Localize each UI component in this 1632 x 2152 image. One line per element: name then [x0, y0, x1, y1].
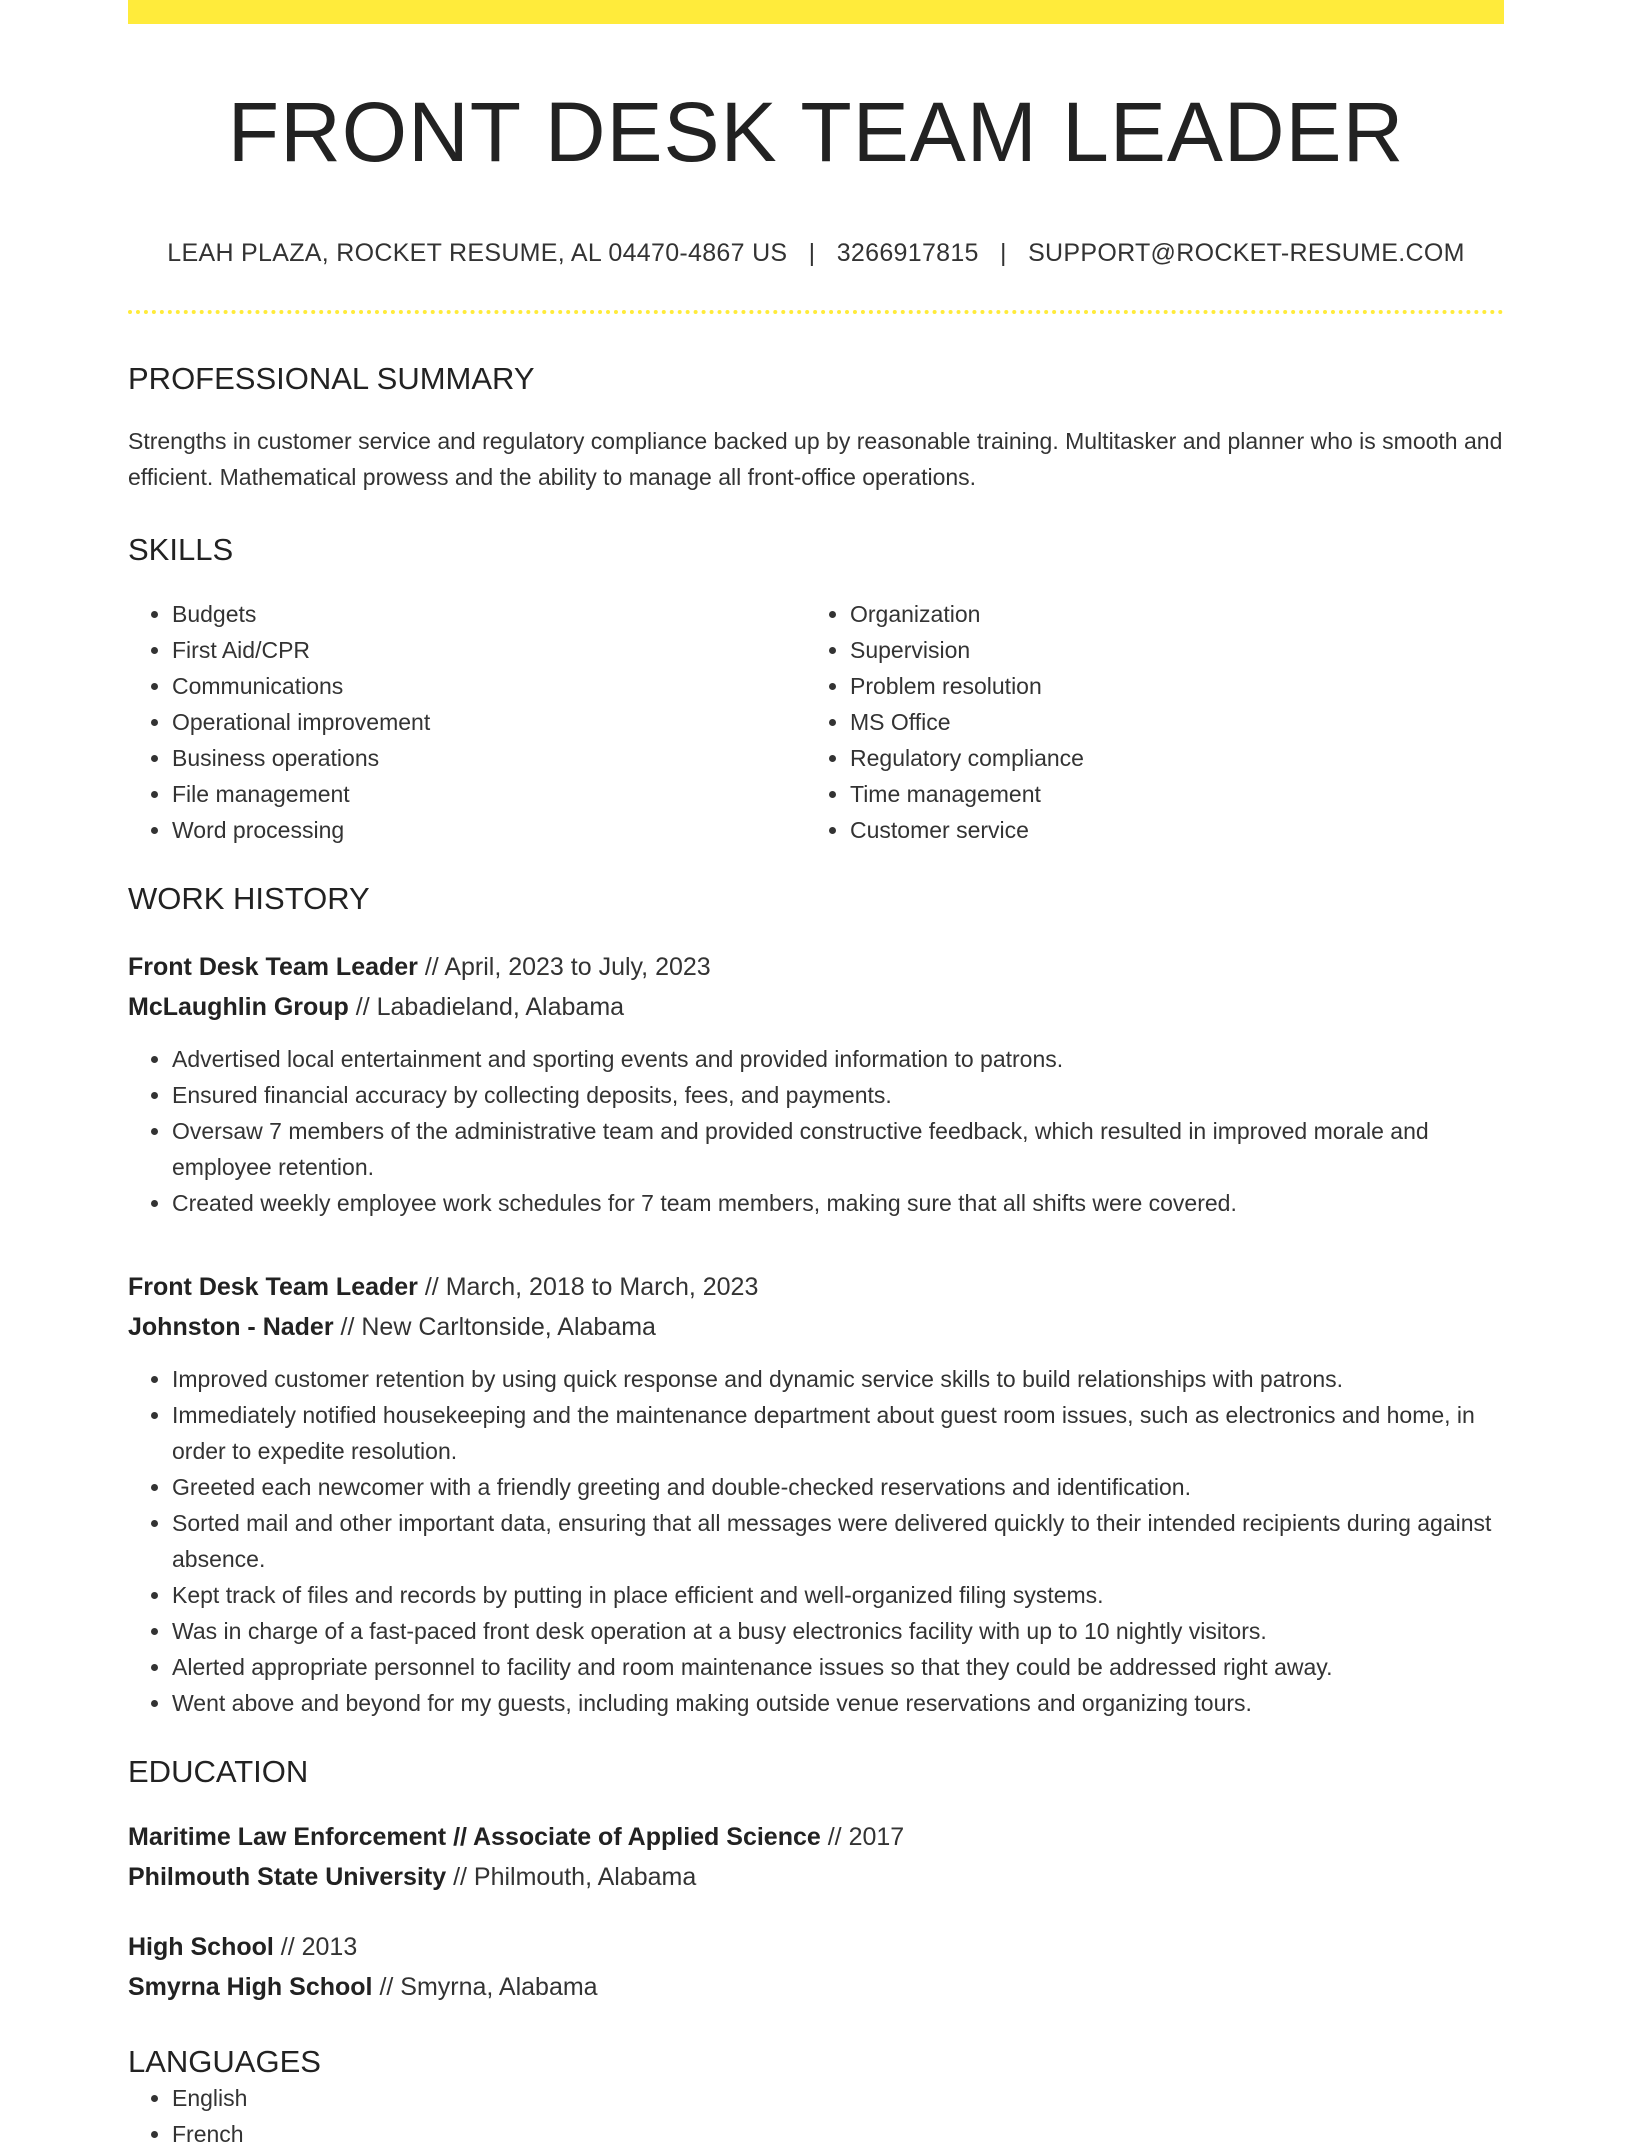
header-divider	[128, 310, 1504, 314]
page-title: FRONT DESK TEAM LEADER	[227, 85, 1405, 179]
education-school: Philmouth State University	[128, 1862, 447, 1891]
education-year: // 2017	[827, 1822, 905, 1851]
education-degree-line	[128, 1927, 1504, 1967]
skill-item: • Budgets	[172, 596, 806, 632]
skill-item: • File management	[172, 776, 806, 812]
skill-item: • Regulatory compliance	[850, 740, 1484, 776]
job-company: Johnston - Nader	[128, 1313, 334, 1342]
job-bullet: • Kept track of files and records by putting in place efficient and well-organized filing systems.	[172, 1577, 1504, 1613]
job-bullet: • Greeted each newcomer with a friendly greeting and double-checked reservations and identification.	[172, 1469, 1504, 1505]
skills-grid	[128, 596, 1504, 848]
summary-heading: PROFESSIONAL SUMMARY	[128, 360, 535, 396]
contact-phone: 3266917815	[836, 238, 979, 267]
education-degree-line	[128, 1817, 1504, 1857]
job-bullet: • Alerted appropriate personnel to facility and room maintenance issues so that they could be addressed right away.	[172, 1649, 1504, 1685]
job-bullets	[128, 1361, 1504, 1721]
education-degree: High School	[128, 1932, 274, 1961]
education-location: // Philmouth, Alabama	[453, 1862, 697, 1891]
job-dates: // April, 2023 to July, 2023	[424, 953, 711, 982]
summary-text: Strengths in customer service and regulatory compliance backed up by reasonable training. Multitasker and planner who is smooth and efficient. Mathematical prowess and the ability to manage all front-office operations.	[128, 427, 1503, 490]
job-title-line	[128, 1267, 1504, 1307]
job-bullet: • Created weekly employee work schedules for 7 team members, making sure that all shifts were covered.	[172, 1185, 1504, 1221]
skill-item: • MS Office	[850, 704, 1484, 740]
skills-column-left	[128, 596, 806, 848]
job-bullet: • Advertised local entertainment and sporting events and provided information to patrons.	[172, 1041, 1504, 1077]
education-school: Smyrna High School	[128, 1972, 373, 2001]
education-entry	[128, 1817, 1504, 1897]
job-company-line	[128, 1307, 1504, 1347]
skill-item: • Business operations	[172, 740, 806, 776]
contact-email: SUPPORT@ROCKET-RESUME.COM	[1028, 238, 1465, 267]
job-location: // Labadieland, Alabama	[355, 993, 625, 1022]
job-bullet: • Improved customer retention by using quick response and dynamic service skills to build relationships with patrons.	[172, 1361, 1504, 1397]
education-year: // 2013	[280, 1932, 358, 1961]
education-heading: EDUCATION	[128, 1754, 309, 1790]
skill-item: • First Aid/CPR	[172, 632, 806, 668]
skills-list-left	[128, 596, 806, 848]
job-title-line	[128, 947, 1504, 987]
job-bullet: • Oversaw 7 members of the administrative team and provided constructive feedback, which resulted in improved morale and employee retention.	[172, 1113, 1504, 1185]
job-company-line	[128, 987, 1504, 1027]
work-history-heading: WORK HISTORY	[128, 881, 370, 917]
contact-line	[128, 239, 1504, 268]
accent-bar	[128, 0, 1504, 24]
education-location: // Smyrna, Alabama	[379, 1972, 598, 2001]
skills-list-right	[806, 596, 1484, 848]
skill-item: • Communications	[172, 668, 806, 704]
job-dates: // March, 2018 to March, 2023	[424, 1273, 759, 1302]
education-entry	[128, 1927, 1504, 2007]
job-bullet: • Ensured financial accuracy by collecting deposits, fees, and payments.	[172, 1077, 1504, 1113]
skills-heading: SKILLS	[128, 531, 234, 567]
job-entry	[128, 1267, 1504, 1721]
skill-item: • Word processing	[172, 812, 806, 848]
skills-column-right	[806, 596, 1484, 848]
language-item: • English	[172, 2080, 1504, 2116]
contact-separator: |	[808, 238, 816, 267]
skill-item: • Operational improvement	[172, 704, 806, 740]
job-bullet: • Sorted mail and other important data, ensuring that all messages were delivered quickly to their intended recipients during against absence.	[172, 1505, 1504, 1577]
skill-item: • Supervision	[850, 632, 1484, 668]
education-school-line	[128, 1967, 1504, 2007]
job-bullets	[128, 1041, 1504, 1221]
skill-item: • Problem resolution	[850, 668, 1484, 704]
language-item: • French	[172, 2116, 1504, 2152]
languages-list	[128, 2080, 1504, 2152]
contact-address: LEAH PLAZA, ROCKET RESUME, AL 04470-4867 US	[167, 238, 788, 267]
job-entry	[128, 947, 1504, 1221]
education-school-line	[128, 1857, 1504, 1897]
job-title: Front Desk Team Leader	[128, 953, 418, 982]
education-degree: Maritime Law Enforcement // Associate of Applied Science	[128, 1822, 821, 1851]
skill-item: • Organization	[850, 596, 1484, 632]
job-company: McLaughlin Group	[128, 993, 349, 1022]
job-bullet: • Immediately notified housekeeping and the maintenance department about guest room issues, such as electronics and home, in order to expedite resolution.	[172, 1397, 1504, 1469]
job-bullet: • Was in charge of a fast-paced front desk operation at a busy electronics facility with up to 10 nightly visitors.	[172, 1613, 1504, 1649]
contact-separator: |	[1000, 238, 1007, 267]
job-title: Front Desk Team Leader	[128, 1273, 418, 1302]
resume-content	[128, 0, 1504, 2152]
languages-heading: LANGUAGES	[128, 2043, 321, 2079]
skill-item: • Customer service	[850, 812, 1484, 848]
job-bullet: • Went above and beyond for my guests, including making outside venue reservations and organizing tours.	[172, 1685, 1504, 1721]
job-location: // New Carltonside, Alabama	[340, 1313, 656, 1342]
skill-item: • Time management	[850, 776, 1484, 812]
